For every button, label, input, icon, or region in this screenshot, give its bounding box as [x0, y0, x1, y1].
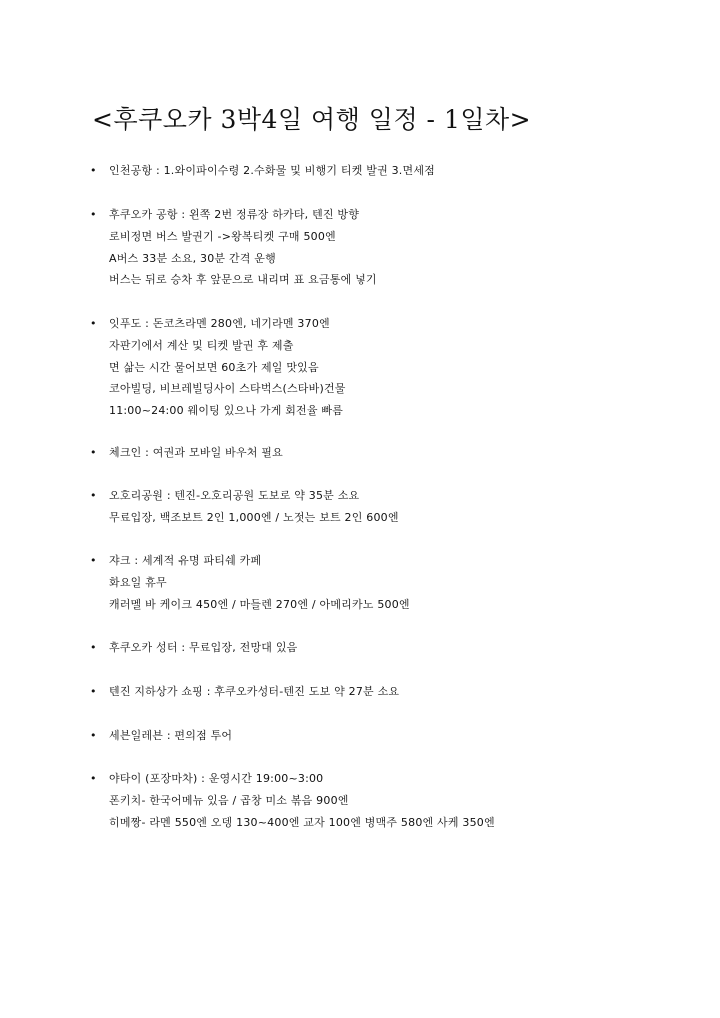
itinerary-item-detail: 폰키치- 한국어메뉴 있음 / 곱창 미소 볶음 900엔 — [109, 793, 349, 807]
itinerary-item-heading: 야타이 (포장마차) : 운영시간 19:00~3:00 — [109, 772, 324, 785]
document-title: <후쿠오카 3박4일 여행 일정 - 1일차> — [92, 105, 532, 134]
itinerary-item-detail: 히메짱- 라멘 550엔 오뎅 130~400엔 교자 100엔 병맥주 580엔 사케 350엔 — [109, 815, 495, 829]
itinerary-item-detail: 무료입장, 백조보트 2인 1,000엔 / 노젓는 보트 2인 600엔 — [109, 510, 399, 524]
bullet-marker: • — [90, 208, 97, 221]
bullet-marker: • — [90, 317, 97, 330]
itinerary-item-detail: A버스 33분 소요, 30분 간격 운행 — [109, 251, 276, 265]
itinerary-item-heading: 오호리공원 : 텐진-오호리공원 도보로 약 35분 소요 — [109, 489, 360, 502]
bullet-marker: • — [90, 729, 97, 742]
bullet-marker: • — [90, 164, 97, 177]
itinerary-item-detail: 면 삶는 시간 물어보면 60초가 제일 맛있음 — [109, 360, 319, 374]
bullet-marker: • — [90, 554, 97, 567]
bullet-marker: • — [90, 772, 97, 785]
itinerary-item-detail: 화요일 휴무 — [109, 575, 167, 589]
itinerary-item-detail: 버스는 뒤로 승차 후 앞문으로 내리며 표 요금통에 넣기 — [109, 273, 377, 287]
itinerary-item-heading: 쟈크 : 세계적 유명 파티쉐 카페 — [109, 554, 262, 567]
itinerary-item-heading: 텐진 지하상가 쇼핑 : 후쿠오카성터-텐진 도보 약 27분 소요 — [109, 685, 400, 698]
bullet-marker: • — [90, 489, 97, 502]
itinerary-item-heading: 인천공항 : 1.와이파이수령 2.수화물 및 비행기 티켓 발권 3.면세점 — [109, 164, 435, 177]
itinerary-item-detail: 캐러멜 바 케이크 450엔 / 마들렌 270엔 / 아메리카노 500엔 — [109, 597, 410, 611]
bullet-marker: • — [90, 446, 97, 459]
itinerary-item-detail: 로비정면 버스 발권기 ->왕복티켓 구매 500엔 — [109, 229, 336, 243]
itinerary-item-heading: 후쿠오카 성터 : 무료입장, 전망대 있음 — [109, 641, 298, 654]
itinerary-item-heading: 잇푸도 : 돈코츠라멘 280엔, 네기라멘 370엔 — [109, 317, 330, 330]
itinerary-item-heading: 세븐일레븐 : 편의점 투어 — [109, 729, 233, 742]
itinerary-item-detail: 코아빌딩, 비브레빌딩사이 스타벅스(스타바)건물 — [109, 382, 346, 396]
itinerary-item-detail: 자판기에서 계산 및 티켓 발권 후 제출 — [109, 338, 294, 352]
itinerary-item-heading: 후쿠오카 공항 : 왼쪽 2번 정류장 하카타, 텐진 방향 — [109, 208, 360, 221]
itinerary-item-detail: 11:00~24:00 웨이팅 있으나 가게 회전율 빠름 — [109, 404, 344, 418]
bullet-marker: • — [90, 641, 97, 654]
itinerary-item-heading: 체크인 : 여권과 모바일 바우처 필요 — [109, 446, 283, 459]
bullet-marker: • — [90, 685, 97, 698]
